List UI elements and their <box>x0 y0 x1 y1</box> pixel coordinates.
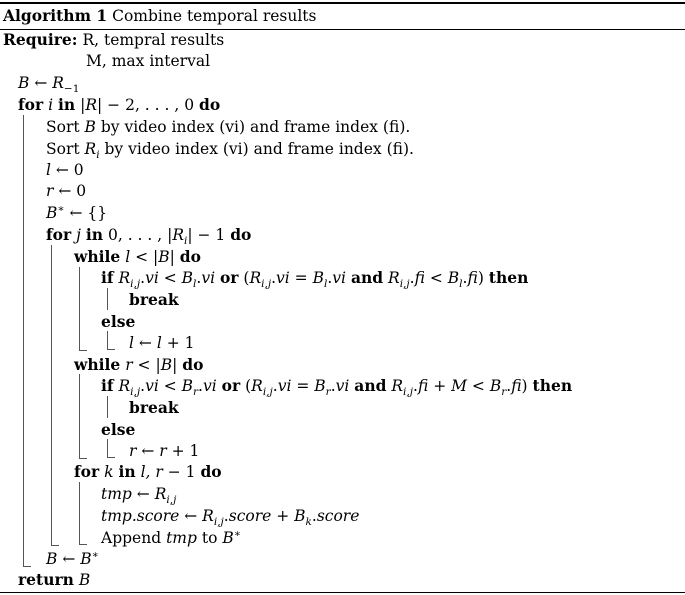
algo-line-r-init: r ← 0 <box>46 182 87 200</box>
guide-for-i <box>23 115 24 567</box>
bottom-rule <box>0 592 685 593</box>
algo-line-else-1: else <box>101 312 136 331</box>
guide-if-l-end <box>107 349 115 350</box>
algo-line-break-2: break <box>129 398 179 417</box>
require-item-r: R, tempral results <box>82 31 225 49</box>
guide-if-r-then <box>107 396 108 418</box>
guide-for-k <box>79 482 80 545</box>
algo-line-b-assign: B ← B∗ <box>46 548 99 568</box>
algo-line-sort-b: Sort B by video index (vi) and frame index (fi). <box>46 118 411 136</box>
algo-line-else-2: else <box>101 420 136 439</box>
guide-for-j <box>51 245 52 546</box>
algorithm-title: Combine temporal results <box>112 7 317 25</box>
guide-if-r-end <box>107 457 115 458</box>
algo-line-while-l: while l < |B| do <box>74 247 201 266</box>
algo-line-tmp: tmp ← $R_{i,j}$ <box>101 485 177 507</box>
require-line-2 <box>86 51 210 71</box>
guide-while-r-end <box>79 458 87 459</box>
algo-line-for-k: for k in l, r − 1 do <box>74 462 222 481</box>
guide-while-l <box>79 267 80 351</box>
algo-line-append: Append tmp to B∗ <box>101 527 241 547</box>
guide-if-l-else <box>107 331 108 350</box>
algo-line-return: return B <box>18 570 91 589</box>
algo-line-bstar-init: B∗ ← {} <box>46 202 108 222</box>
top-rule <box>0 2 685 4</box>
guide-if-l-then <box>107 288 108 310</box>
guide-for-k-end <box>79 544 87 545</box>
algo-line-l-init: l ← 0 <box>46 161 84 179</box>
guide-while-l-end <box>79 350 87 351</box>
require-item-m: M, max interval <box>86 52 211 70</box>
algo-line-1: B ← $R_{-1}$ <box>18 74 80 96</box>
guide-while-r <box>79 374 80 459</box>
algo-line-l-inc: l ← l + 1 <box>129 334 195 352</box>
require-line <box>3 30 224 50</box>
algo-line-if-r: if $R_{i,j}.vi < B_r.vi$ or ($R_{i,j}.vi = B_r.vi$ and $R_{i,j}.fi + M < B_r.fi$) then <box>101 376 573 399</box>
algo-line-for-i: for i in |R| − 2, . . . , 0 do <box>18 95 221 114</box>
algo-line-while-r: while r < |B| do <box>74 355 204 374</box>
algo-line-break-1: break <box>129 290 179 309</box>
guide-for-j-end <box>51 545 59 546</box>
algo-line-for-j: for j in 0, . . . , $|R_i| - 1$ do <box>46 225 252 248</box>
algo-line-if-l: if $R_{i,j}.vi < B_l.vi$ or ($R_{i,j}.vi = B_l.vi$ and $R_{i,j}.fi < B_l.fi$) then <box>101 268 529 291</box>
guide-if-r-else <box>107 439 108 458</box>
algo-line-r-inc: r ← r + 1 <box>129 442 200 460</box>
algo-line-sort-ri: Sort $R_i$ by video index (vi) and frame index (fi). <box>46 140 414 162</box>
guide-for-i-end <box>23 566 31 567</box>
algorithm-label: Algorithm 1 <box>3 6 108 25</box>
algorithm-caption <box>3 6 317 26</box>
require-keyword: Require: <box>3 30 78 49</box>
algo-line-tmp-score: tmp.score ← $R_{i,j}.score$ + $B_k.score$ <box>101 507 360 529</box>
